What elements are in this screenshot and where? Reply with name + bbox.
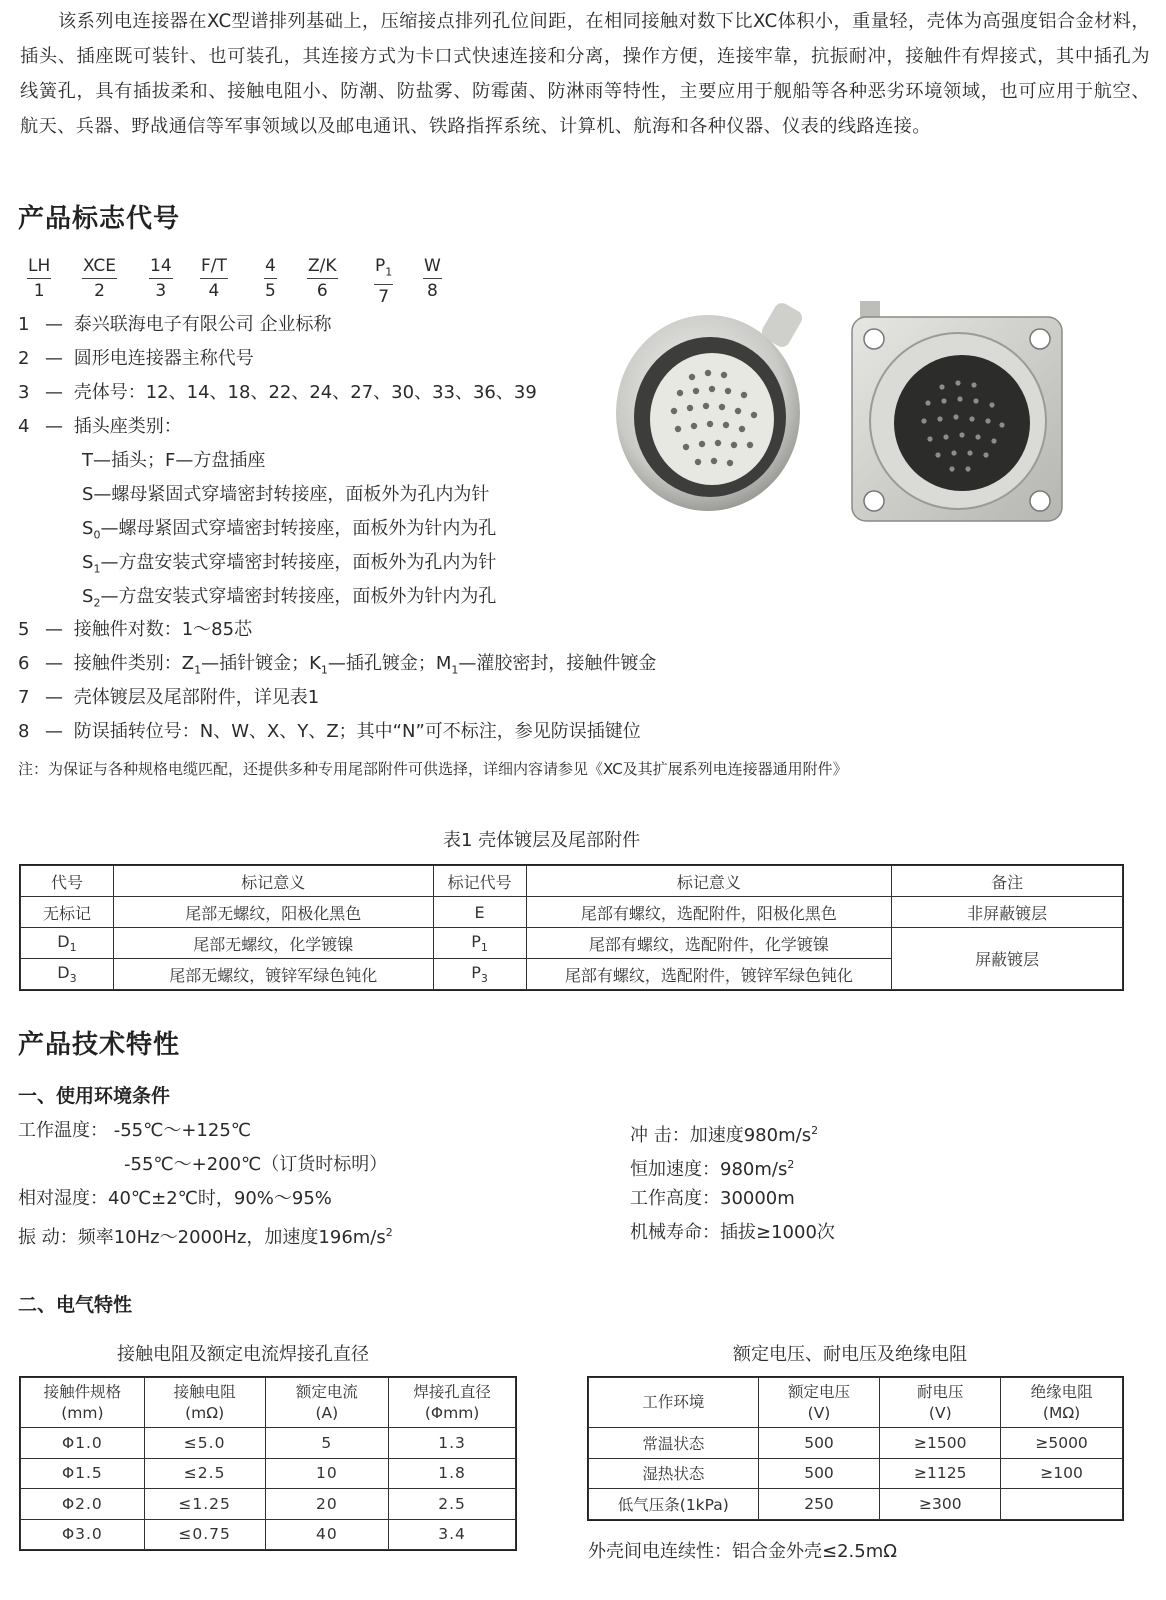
def-item: 4 — 插头座类别： (18, 416, 182, 437)
table-header-cell: 标记代号 (433, 866, 526, 897)
code-part: 4 5 (265, 256, 276, 301)
table-header-cell: 耐电压 (V) (880, 1378, 1001, 1428)
section-title-product-code: 产品标志代号 (18, 204, 181, 234)
table-cell: 1.8 (389, 1458, 516, 1489)
table-cell: 尾部无螺纹，镀锌军绿色钝化 (113, 959, 433, 990)
continuity-spec: 外壳间电连续性：铝合金外壳≤2.5mΩ (588, 1541, 897, 1562)
elec-subtitle: 二、电气特性 (18, 1294, 133, 1316)
table-cell: ≤2.5 (144, 1458, 265, 1489)
vibration-spec: 振 动：频率10Hz～2000Hz，加速度$196m/s^2$ (18, 1226, 393, 1248)
table-cell: Φ2.0 (21, 1489, 145, 1520)
table-cell: 尾部无螺纹，化学镀镍 (113, 928, 433, 959)
accel-spec: 恒加速度：$980m/s^2$ (630, 1158, 795, 1180)
table-cell: Φ3.0 (21, 1519, 145, 1550)
code-part: 14 3 (150, 256, 172, 301)
table-row (21, 897, 1123, 928)
code-part: W 8 (424, 256, 441, 301)
table-header-row (21, 866, 1123, 897)
contact-resistance-table (20, 1377, 516, 1550)
def-item: 6 — 接触件类别：$Z_1—$插针镀金；$K_1—$插孔镀金；$M_1—$灌胶密封，接触件镀金 (18, 653, 657, 677)
subtype-item: T—插头；F—方盘插座 (82, 450, 266, 471)
table-cell: ≥300 (880, 1489, 1001, 1520)
table-cell: ≤1.25 (144, 1489, 265, 1520)
table-cell: 10 (265, 1458, 389, 1489)
life-spec: 机械寿命：插拔≥1000次 (630, 1222, 835, 1243)
table-cell: $P_1$ (433, 928, 526, 959)
table-row (21, 1519, 516, 1550)
shock-spec: 冲 击：加速度$980m/s^2$ (630, 1124, 819, 1146)
table-cell: 500 (758, 1428, 880, 1459)
table1-caption: 表1 壳体镀层及尾部附件 (443, 830, 641, 851)
subtype-item: $S_0—$螺母紧固式穿墙密封转接座，面板外为针内为孔 (82, 518, 497, 542)
table-row (21, 1458, 516, 1489)
table-cell: 2.5 (389, 1489, 516, 1520)
table-header-cell: 代号 (21, 866, 114, 897)
intro-paragraph: 该系列电连接器在XC型谱排列基础上，压缩接点排列孔位间距，在相同接触对数下比XC体积小，重量轻，壳体为高强度铝合金材料，插头、插座既可装针、也可装孔，其连接方式为卡口式快速连接和分离，操作方便，连接牢靠，抗振耐冲，接触件有焊接式，其中插孔为线簧孔，具有插拔柔和、接触电阻小、防潮、防盐雾、防霉菌、防淋雨等特性，主要应用于舰船等各种恶劣环境领域，也可应用于航空、航天、兵器、野战通信等军事领域以及邮电通讯、铁路指挥系统、计算机、航海和各种仪器、仪表的线路连接。 (20, 11, 1150, 137)
receptacle-connector-image (852, 301, 1062, 521)
table-cell (1001, 1489, 1123, 1520)
plug-connector-image (616, 300, 805, 511)
table-row (589, 1489, 1123, 1520)
table-cell: 250 (758, 1489, 880, 1520)
voltage-table (588, 1377, 1123, 1520)
humidity-spec: 相对湿度：40℃±2℃时，90%～95% (18, 1188, 332, 1209)
table-cell: 尾部有螺纹，选配附件，化学镀镍 (526, 928, 892, 959)
code-part: LH 1 (28, 256, 51, 301)
table-header-cell: 备注 (892, 866, 1123, 897)
table3-caption: 额定电压、耐电压及绝缘电阻 (733, 1344, 967, 1365)
table-cell: 非屏蔽镀层 (892, 897, 1123, 928)
table-cell: 无标记 (21, 897, 114, 928)
def-item: 8 — 防误插转位号：N、W、X、Y、Z；其中“N”可不标注，参见防误插键位 (18, 721, 641, 742)
table-cell: $D_1$ (21, 928, 114, 959)
def-item: 2 — 圆形电连接器主称代号 (18, 348, 254, 369)
temp-spec-extended: -55℃～+200℃（订货时标明） (124, 1154, 388, 1175)
table-cell: ≥5000 (1001, 1428, 1123, 1459)
table2-caption: 接触电阻及额定电流焊接孔直径 (117, 1344, 369, 1365)
temp-spec: 工作温度： -55℃～+125℃ (18, 1120, 252, 1141)
table-header-cell: 接触件规格 (mm) (21, 1378, 145, 1428)
table-header-cell: 接触电阻 (mΩ) (144, 1378, 265, 1428)
table-cell: 尾部无螺纹，阳极化黑色 (113, 897, 433, 928)
def-item: 7 — 壳体镀层及尾部附件，详见表1 (18, 687, 320, 708)
code-part: Z/K 6 (308, 256, 337, 301)
connector-photo (612, 295, 1068, 525)
table-row (21, 1428, 516, 1459)
table-header-row (21, 1378, 516, 1428)
table-cell: $P_3$ (433, 959, 526, 990)
table-cell: $D_3$ (21, 959, 114, 990)
table-header-cell: 标记意义 (526, 866, 892, 897)
section-title-tech-specs: 产品技术特性 (18, 1030, 181, 1060)
table-row (589, 1428, 1123, 1459)
table-header-cell: 工作环境 (589, 1378, 759, 1428)
table-cell: Φ1.5 (21, 1458, 145, 1489)
table-cell: 20 (265, 1489, 389, 1520)
subtype-item: $S_1—$方盘安装式穿墙密封转接座，面板外为孔内为针 (82, 552, 497, 576)
altitude-spec: 工作高度：30000m (630, 1188, 795, 1209)
table-cell: ≥100 (1001, 1458, 1123, 1489)
table-cell: 500 (758, 1458, 880, 1489)
table-cell: 常温状态 (589, 1428, 759, 1459)
code-part: F/T 4 (201, 256, 227, 301)
table-header-cell: 标记意义 (113, 866, 433, 897)
table-cell: 湿热状态 (589, 1458, 759, 1489)
table-cell: 1.3 (389, 1428, 516, 1459)
table-cell: 5 (265, 1428, 389, 1459)
table-cell: ≥1125 (880, 1458, 1001, 1489)
env-subtitle: 一、使用环境条件 (18, 1085, 171, 1107)
table-cell: 低气压条(1kPa) (589, 1489, 759, 1520)
def-item: 3 — 壳体号：12、14、18、22、24、27、30、33、36、39 (18, 382, 537, 403)
note-text: 注：为保证与各种规格电缆匹配，还提供多种专用尾部附件可供选择，详细内容请参见《XC及其扩展系列电连接器通用附件》 (18, 760, 848, 778)
table-cell: 屏蔽镀层 (892, 928, 1123, 990)
plating-table (20, 865, 1123, 990)
code-part: $P_1$ 7 (375, 256, 393, 308)
table-row (21, 1489, 516, 1520)
table-row (589, 1458, 1123, 1489)
code-part: XCE 2 (83, 256, 117, 301)
table-cell: 尾部有螺纹，选配附件，镀锌军绿色钝化 (526, 959, 892, 990)
table-header-cell: 额定电流 (A) (265, 1378, 389, 1428)
subtype-item: S—螺母紧固式穿墙密封转接座，面板外为孔内为针 (82, 484, 490, 505)
def-item: 1 — 泰兴联海电子有限公司 企业标称 (18, 314, 332, 335)
table-row (21, 928, 1123, 959)
table-header-cell: 焊接孔直径 (Φmm) (389, 1378, 516, 1428)
table-header-cell: 额定电压 (V) (758, 1378, 880, 1428)
table-header-cell: 绝缘电阻 (MΩ) (1001, 1378, 1123, 1428)
table-cell: 尾部有螺纹，选配附件，阳极化黑色 (526, 897, 892, 928)
subtype-item: $S_2—$方盘安装式穿墙密封转接座，面板外为针内为孔 (82, 586, 497, 610)
table-cell: E (433, 897, 526, 928)
table-cell: 40 (265, 1519, 389, 1550)
table-cell: ≤5.0 (144, 1428, 265, 1459)
def-item: 5 — 接触件对数：1～85芯 (18, 619, 253, 640)
table-cell: Φ1.0 (21, 1428, 145, 1459)
table-cell: 3.4 (389, 1519, 516, 1550)
table-cell: ≤0.75 (144, 1519, 265, 1550)
table-header-row (589, 1378, 1123, 1428)
table-cell: ≥1500 (880, 1428, 1001, 1459)
